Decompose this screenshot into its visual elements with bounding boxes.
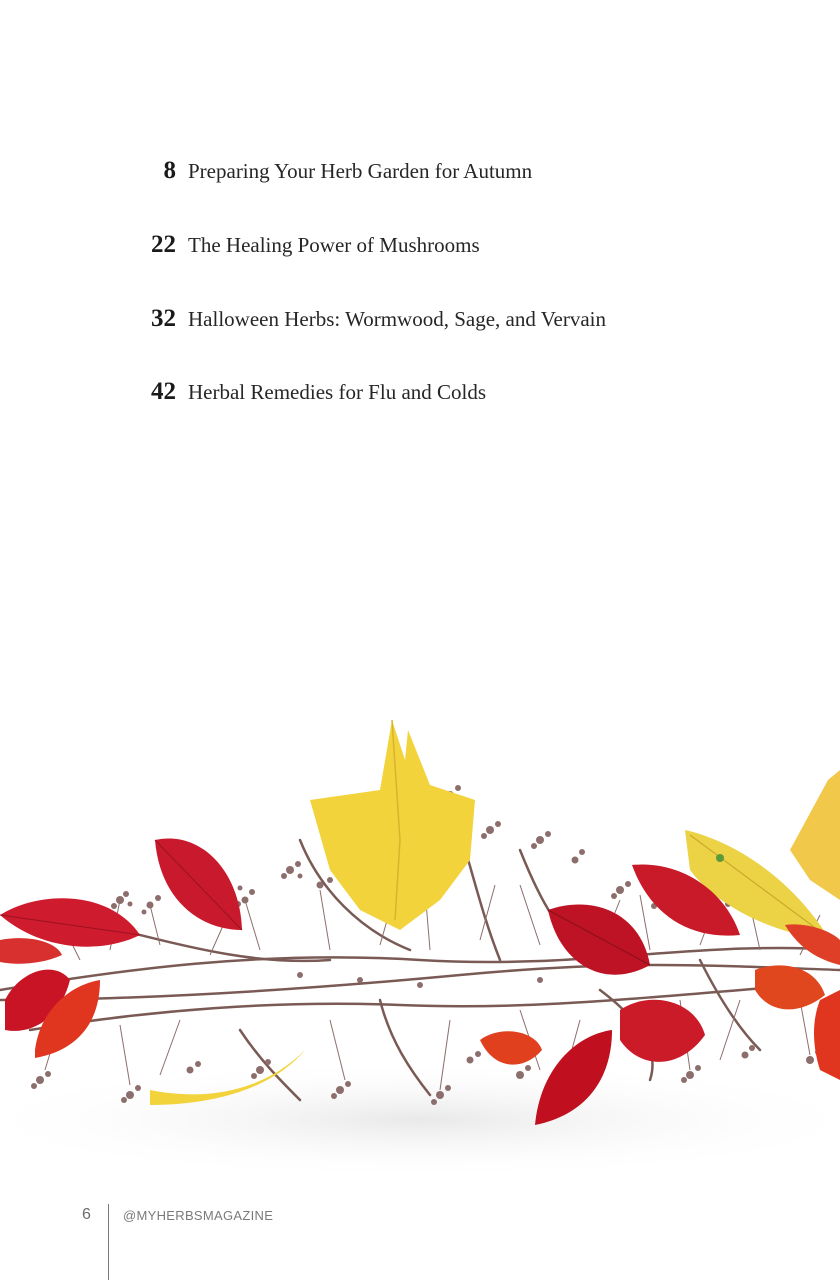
red-leaf: [620, 1000, 705, 1062]
red-leaf: [548, 905, 650, 975]
toc-page-number: 8: [163, 157, 176, 184]
toc-item[interactable]: [0, 378, 486, 418]
toc-page-number: 32: [151, 305, 176, 332]
orange-leaf: [785, 924, 840, 965]
toc-article-title: The Healing Power of Mushrooms: [188, 233, 480, 257]
autumn-leaves-garland-illustration: [0, 700, 840, 1170]
toc-item[interactable]: [0, 157, 532, 197]
toc-item[interactable]: [0, 305, 606, 345]
floor-shadow: [0, 1060, 840, 1170]
toc-article-title: Preparing Your Herb Garden for Autumn: [188, 159, 533, 183]
page-number: 6: [82, 1206, 91, 1223]
toc-page-number: 22: [151, 231, 176, 258]
toc-page-number: 42: [151, 378, 176, 405]
toc-item[interactable]: [0, 231, 480, 271]
magazine-handle: @MYHERBSMAGAZINE: [123, 1208, 274, 1223]
orange-leaf: [755, 965, 825, 1009]
footer-divider: [108, 1204, 109, 1280]
red-leaf-edge: [814, 990, 840, 1080]
yellow-leaf-edge: [790, 770, 840, 900]
orange-leaf: [480, 1031, 542, 1064]
toc-article-title: Herbal Remedies for Flu and Colds: [188, 380, 487, 404]
toc-article-title: Halloween Herbs: Wormwood, Sage, and Vervain: [188, 307, 607, 331]
